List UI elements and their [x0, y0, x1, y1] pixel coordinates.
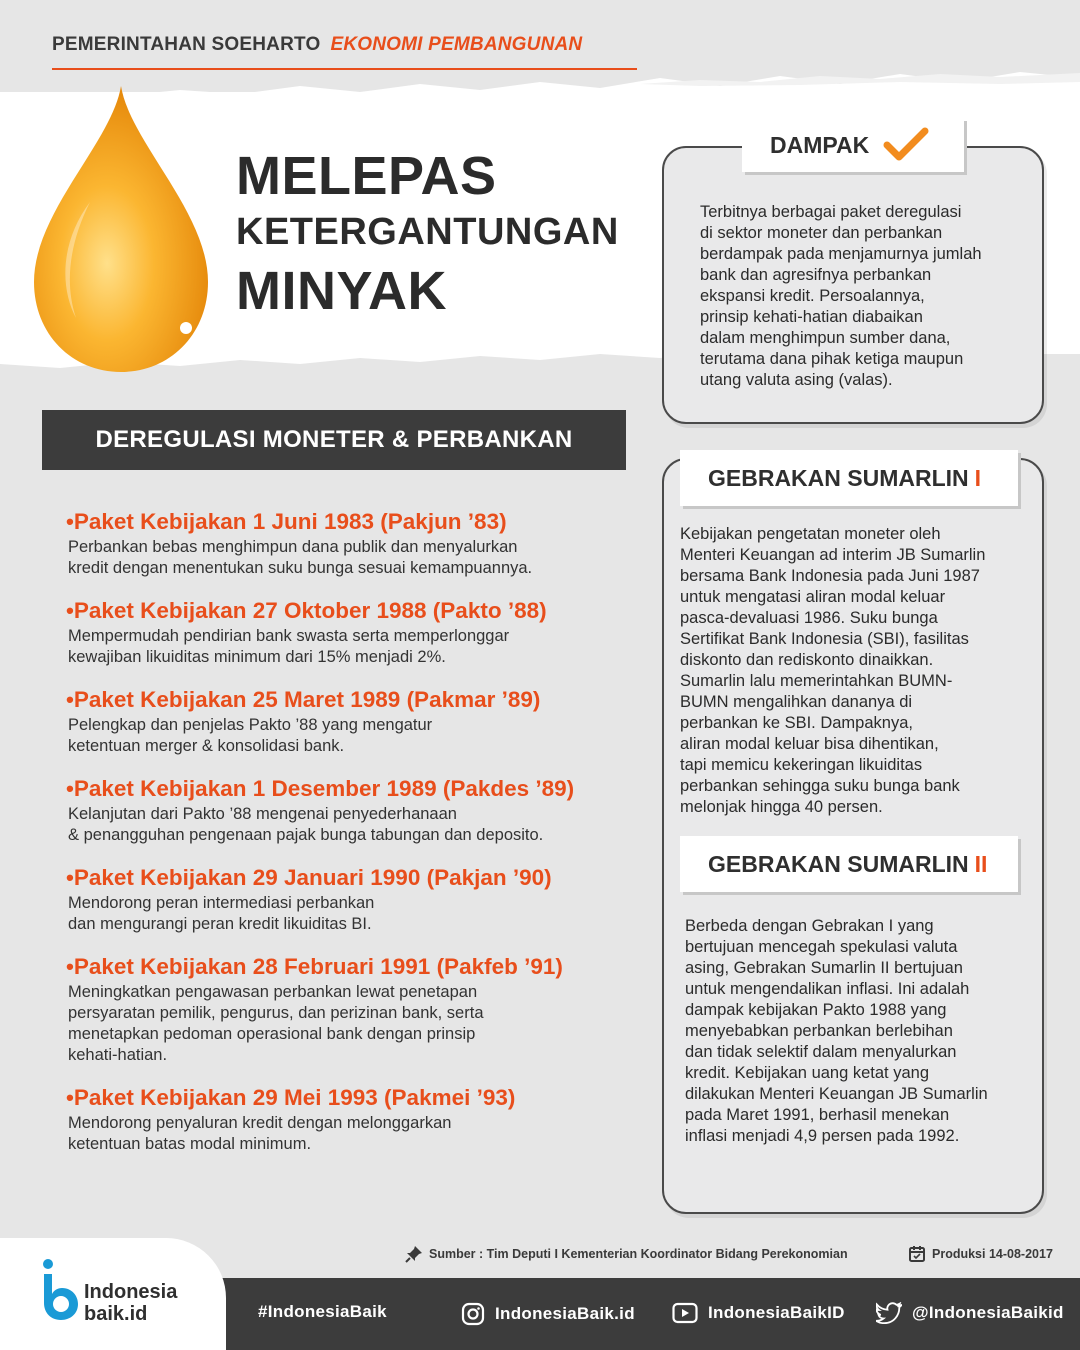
text-line: Menteri Keuangan ad interim JB Sumarlin	[680, 546, 986, 564]
text-line: di sektor moneter dan perbankan	[700, 224, 943, 242]
text-line: kredit. Kebijakan uang ketat yang	[685, 1064, 929, 1082]
text-line: bank dan agresifnya perbankan	[700, 266, 932, 284]
text-line: Kebijakan pengetatan moneter oleh	[680, 525, 941, 543]
kicker-right: EKONOMI PEMBANGUNAN	[330, 34, 583, 55]
list-item	[68, 953, 638, 1066]
text-line: pasca-devaluasi 1986. Suku bunga	[680, 609, 938, 627]
policy-desc	[68, 626, 638, 668]
youtube-link[interactable]	[672, 1302, 845, 1324]
logo-line-1: Indonesia	[84, 1281, 178, 1303]
policy-desc-line: Pelengkap dan penjelas Pakto ’88 yang mengatur	[68, 716, 433, 734]
policy-desc-line: ketentuan merger & konsolidasi bank.	[68, 737, 345, 755]
text-line: terutama dana pihak ketiga maupun	[700, 350, 964, 368]
text-line: untuk mengatasi aliran modal keluar	[680, 588, 946, 606]
text-line: bersama Bank Indonesia pada Juni 1987	[680, 567, 980, 585]
logo-line-2: baik.id	[84, 1303, 148, 1325]
policy-desc-line: menetapkan pedoman operasional bank dengan prinsip	[68, 1025, 476, 1043]
text-line: perbankan ke SBI. Dampaknya,	[680, 714, 913, 732]
text-line: utang valuta asing (valas).	[700, 371, 893, 389]
text-line: dilakukan Menteri Keuangan JB Sumarlin	[685, 1085, 988, 1103]
policy-desc	[68, 537, 638, 579]
text-line: bertujuan mencegah spekulasi valuta	[685, 938, 958, 956]
section-title-bar: DEREGULASI MONETER & PERBANKAN	[42, 410, 626, 470]
text-line: inflasi menjadi 4,9 persen pada 1992.	[685, 1127, 960, 1145]
policy-desc-line: kehati-hatian.	[68, 1046, 168, 1064]
gebrakan1-text	[680, 524, 1036, 818]
kicker-left: PEMERINTAHAN SOEHARTO	[52, 34, 321, 55]
list-item	[68, 775, 638, 846]
policy-title: •Paket Kebijakan 1 Juni 1983 (Pakjun ’83)	[66, 509, 507, 534]
policy-desc-line: kredit dengan menentukan suku bunga sesuai kemampuannya.	[68, 559, 533, 577]
policy-desc-line: Perbankan bebas menghimpun dana publik dan menyalurkan	[68, 538, 518, 556]
list-item	[68, 1084, 638, 1155]
pin-icon	[405, 1245, 423, 1263]
title-line-1: MELEPAS	[236, 146, 497, 206]
gebrakan2-text	[685, 916, 1037, 1147]
policy-desc-line: dan mengurangi peran kredit likuiditas BI.	[68, 915, 372, 933]
text-line: Terbitnya berbagai paket deregulasi	[700, 203, 962, 221]
dampak-text	[700, 202, 1030, 391]
title-line-3: MINYAK	[236, 261, 448, 321]
title-line-2: KETERGANTUNGAN	[236, 211, 619, 253]
text-line: asing, Gebrakan Sumarlin II bertujuan	[685, 959, 963, 977]
twitter-link[interactable]	[876, 1302, 1064, 1324]
text-line: Sertifikat Bank Indonesia (SBI), fasilitas	[680, 630, 969, 648]
oil-drop-icon	[30, 82, 212, 374]
policy-desc	[68, 1113, 638, 1155]
indonesiabaik-logo-icon	[40, 1258, 80, 1322]
instagram-text: IndonesiaBaik.id	[495, 1304, 635, 1323]
list-item	[68, 597, 638, 668]
policy-list	[68, 508, 638, 1173]
hashtag-text: #IndonesiaBaik	[258, 1302, 387, 1321]
dampak-label	[742, 118, 964, 172]
twitter-text: @IndonesiaBaikid	[912, 1303, 1064, 1322]
policy-title: •Paket Kebijakan 28 Februari 1991 (Pakfeb ’91)	[66, 954, 563, 979]
gebrakan2-roman: II	[974, 850, 988, 877]
gebrakan1-roman: I	[974, 464, 982, 491]
policy-desc-line: ketentuan batas modal minimum.	[68, 1135, 312, 1153]
list-item	[68, 864, 638, 935]
production-text: Produksi 14-08-2017	[932, 1247, 1053, 1261]
text-line: berdampak pada menjamurnya jumlah	[700, 245, 982, 263]
youtube-text: IndonesiaBaikID	[708, 1303, 845, 1322]
policy-desc-line: Mendorong penyaluran kredit dengan melonggarkan	[68, 1114, 452, 1132]
policy-title: •Paket Kebijakan 1 Desember 1989 (Pakdes ’89)	[66, 776, 575, 801]
text-line: dalam menghimpun sumber dana,	[700, 329, 951, 347]
policy-desc	[68, 715, 638, 757]
text-line: Berbeda dengan Gebrakan I yang	[685, 917, 934, 935]
policy-desc-line: persyaratan pemilik, pengurus, dan perizinan bank, serta	[68, 1004, 484, 1022]
gebrakan1-label	[680, 450, 1018, 506]
text-line: BUMN mengalihkan dananya di	[680, 693, 913, 711]
gebrakan2-label	[680, 836, 1018, 892]
twitter-icon	[876, 1302, 902, 1324]
policy-desc-line: Mempermudah pendirian bank swasta serta memperlonggar	[68, 627, 510, 645]
policy-desc	[68, 982, 638, 1066]
text-line: dampak kebijakan Pakto 1988 yang	[685, 1001, 947, 1019]
policy-desc-line: Mendorong peran intermediasi perbankan	[68, 894, 375, 912]
hashtag-link[interactable]	[258, 1302, 387, 1322]
text-line: dan tidak selektif dalam menyalurkan	[685, 1043, 957, 1061]
text-line: ekspansi kredit. Persoalannya,	[700, 287, 925, 305]
checkmark-icon	[883, 127, 929, 163]
calendar-icon	[908, 1245, 926, 1263]
text-line: aliran modal keluar bisa dihentikan,	[680, 735, 939, 753]
dampak-label-text: DAMPAK	[770, 131, 870, 158]
text-line: pada Maret 1991, berhasil menekan	[685, 1106, 950, 1124]
source-note	[405, 1245, 848, 1263]
text-line: Sumarlin lalu memerintahkan BUMN-	[680, 672, 953, 690]
instagram-icon	[461, 1302, 485, 1326]
policy-title: •Paket Kebijakan 25 Maret 1989 (Pakmar ’89)	[66, 687, 541, 712]
text-line: tapi memicu kekeringan likuiditas	[680, 756, 923, 774]
text-line: melonjak hingga 40 persen.	[680, 798, 883, 816]
policy-desc-line: Kelanjutan dari Pakto ’88 mengenai penyederhanaan	[68, 805, 457, 823]
source-text: Sumber : Tim Deputi I Kementerian Koordinator Bidang Perekonomian	[429, 1247, 848, 1261]
policy-desc-line: kewajiban likuiditas minimum dari 15% menjadi 2%.	[68, 648, 446, 666]
text-line: menyebabkan perbankan berlebihan	[685, 1022, 953, 1040]
instagram-link[interactable]	[461, 1302, 635, 1326]
policy-desc-line: & penangguhan pengenaan pajak bunga tabungan dan deposito.	[68, 826, 544, 844]
production-date	[908, 1245, 1053, 1263]
header-kicker	[52, 34, 637, 70]
list-item	[68, 686, 638, 757]
gebrakan2-label-text: GEBRAKAN SUMARLIN	[708, 850, 969, 877]
policy-title: •Paket Kebijakan 27 Oktober 1988 (Pakto ’88)	[66, 598, 547, 623]
policy-desc	[68, 893, 638, 935]
policy-desc-line: Meningkatkan pengawasan perbankan lewat penetapan	[68, 983, 478, 1001]
text-line: perbankan sehingga suku bunga bank	[680, 777, 960, 795]
youtube-icon	[672, 1302, 698, 1324]
gebrakan1-label-text: GEBRAKAN SUMARLIN	[708, 464, 969, 491]
text-line: diskonto dan rediskonto dinaikkan.	[680, 651, 934, 669]
text-line: prinsip kehati-hatian diabaikan	[700, 308, 923, 326]
policy-title: •Paket Kebijakan 29 Mei 1993 (Pakmei ’93)	[66, 1085, 516, 1110]
main-title	[236, 148, 619, 322]
policy-desc	[68, 804, 638, 846]
logo-text	[84, 1281, 177, 1325]
policy-title: •Paket Kebijakan 29 Januari 1990 (Pakjan ’90)	[66, 865, 552, 890]
list-item	[68, 508, 638, 579]
text-line: untuk mengendalikan inflasi. Ini adalah	[685, 980, 970, 998]
